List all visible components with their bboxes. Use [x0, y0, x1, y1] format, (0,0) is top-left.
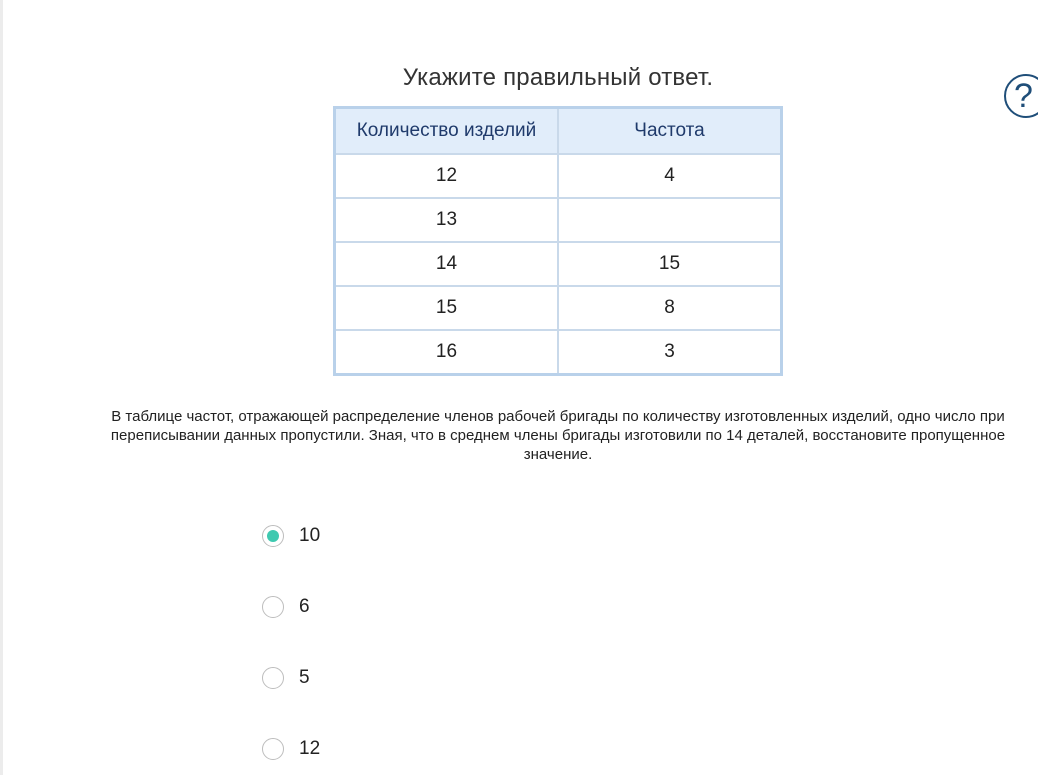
- answer-option[interactable]: [262, 595, 462, 619]
- table-row: [335, 330, 782, 375]
- cell-quantity: 15: [335, 286, 559, 330]
- frequency-table: [333, 106, 783, 376]
- cell-frequency: 15: [558, 242, 782, 286]
- cell-quantity: 14: [335, 242, 559, 286]
- header-quantity: Количество изделий: [335, 108, 559, 155]
- table-header-row: [335, 108, 782, 155]
- answer-option-label: 5: [299, 667, 310, 688]
- radio-button[interactable]: [262, 596, 284, 618]
- radio-button[interactable]: [262, 738, 284, 760]
- answer-option[interactable]: [262, 666, 462, 690]
- cell-quantity: 12: [335, 154, 559, 198]
- cell-frequency: 8: [558, 286, 782, 330]
- table-row: [335, 286, 782, 330]
- cell-frequency: 4: [558, 154, 782, 198]
- cell-quantity: 16: [335, 330, 559, 375]
- answer-option[interactable]: [262, 737, 462, 761]
- cell-frequency: 3: [558, 330, 782, 375]
- answer-option-label: 6: [299, 596, 310, 617]
- table-row: [335, 198, 782, 242]
- help-button[interactable]: [1004, 74, 1038, 118]
- answer-option-label: 10: [299, 525, 321, 546]
- question-mark-icon: ?: [1014, 77, 1033, 115]
- answer-option[interactable]: [262, 524, 462, 548]
- cell-frequency-missing: [558, 198, 782, 242]
- table-row: [335, 154, 782, 198]
- answer-option-label: 12: [299, 738, 321, 759]
- question-text: В таблице частот, отражающей распределение членов рабочей бригады по количеству изготовленных изделий, одно число при переписывании данных пропустили. Зная, что в среднем члены бригады изготовили по 14 деталей, восстановите пропущенное значение.: [110, 408, 1006, 463]
- table-row: [335, 242, 782, 286]
- radio-button[interactable]: [262, 525, 284, 547]
- radio-button[interactable]: [262, 667, 284, 689]
- cell-quantity: 13: [335, 198, 559, 242]
- header-frequency: Частота: [558, 108, 782, 155]
- left-edge-divider: [0, 0, 3, 775]
- page-title: Укажите правильный ответ.: [402, 64, 714, 91]
